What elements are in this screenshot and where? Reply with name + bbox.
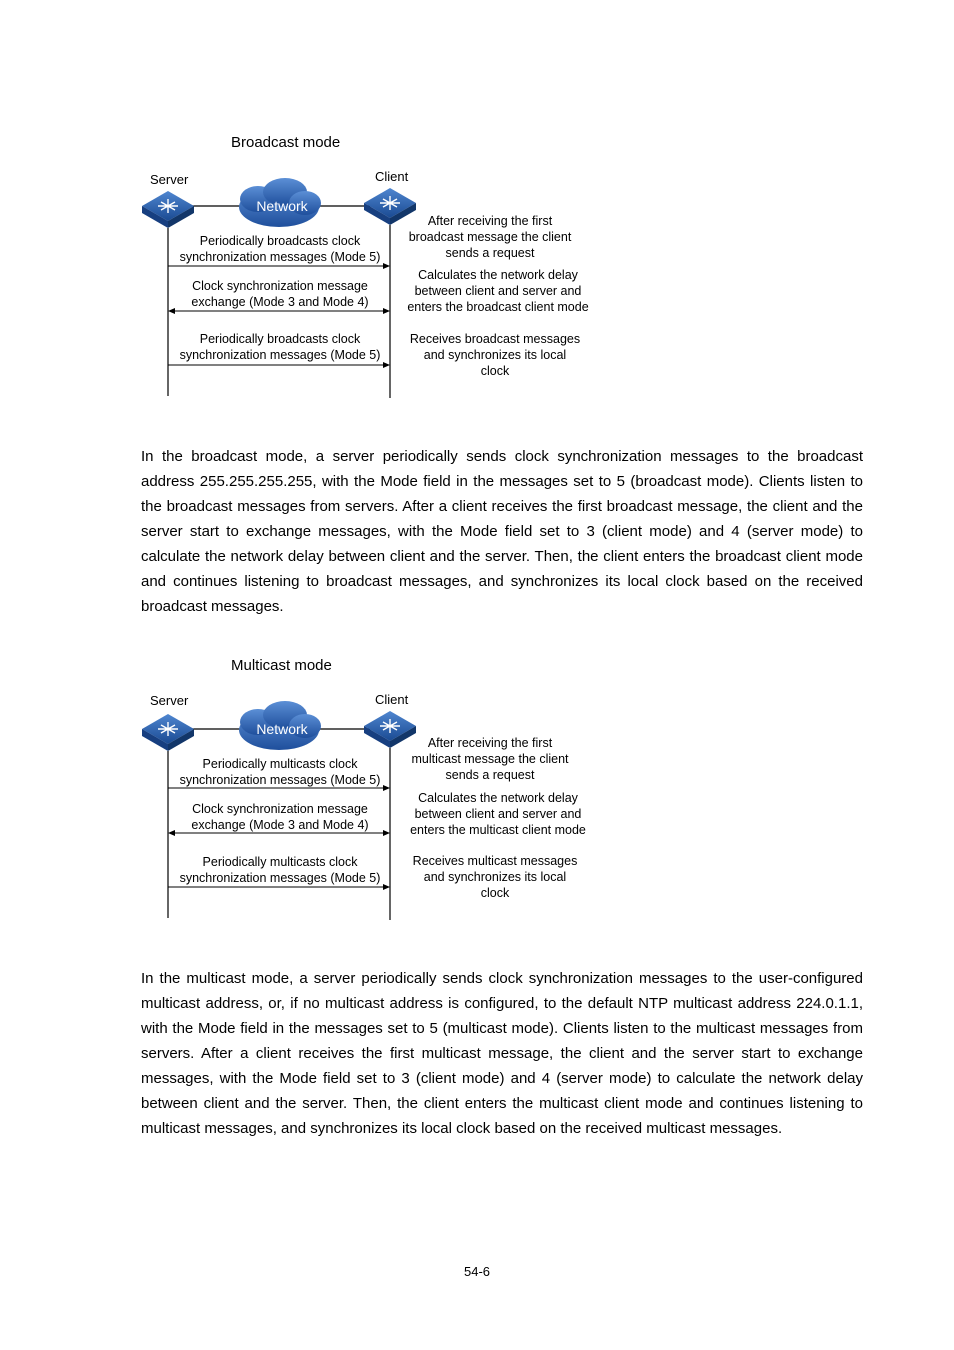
- note-line: After receiving the first: [427, 214, 553, 228]
- client-note-3: [395, 331, 595, 379]
- note-line: between client and server and: [414, 284, 582, 298]
- message-line: Clock synchronization message: [192, 802, 368, 816]
- note-line: between client and server and: [414, 807, 582, 821]
- client-note-1: [395, 213, 585, 261]
- note-line: After receiving the first: [427, 736, 553, 750]
- message-line: Periodically broadcasts clock: [199, 332, 361, 346]
- message-3: [170, 854, 390, 886]
- message-line: exchange (Mode 3 and Mode 4): [191, 295, 369, 309]
- client-note-1: [395, 735, 585, 783]
- message-line: Periodically multicasts clock: [202, 855, 358, 869]
- server-label: Server: [150, 693, 189, 708]
- note-line: enters the broadcast client mode: [407, 300, 589, 314]
- note-line: Receives broadcast messages: [409, 332, 581, 346]
- note-line: broadcast message the client: [408, 230, 572, 244]
- client-note-3: [395, 853, 595, 901]
- message-3: [170, 331, 390, 363]
- note-line: sends a request: [445, 768, 535, 782]
- note-line: Receives multicast messages: [412, 854, 578, 868]
- message-1: [170, 756, 390, 788]
- client-note-2: [395, 790, 601, 838]
- server-label: Server: [150, 172, 189, 187]
- paragraph-broadcast: In the broadcast mode, a server periodically sends clock synchronization messages to the broadcast address 255.255.255.255, with the Mode field in the messages set to 5 (broadcast mode). Clients listen to the broadcast messages from servers. After a client receives the first broadcast message, the client and the server start to exchange messages, with the Mode field set to 3 (client mode) and 4 (server mode) to calculate the network delay between client and the server. Then, the client enters the broadcast client mode and continues listening to broadcast messages, and synchronizes its local clock based on the received broadcast messages.: [141, 448, 863, 615]
- server-switch-icon: [142, 191, 194, 228]
- message-2: [170, 278, 390, 310]
- message-line: Periodically broadcasts clock: [199, 234, 361, 248]
- note-line: and synchronizes its local: [423, 870, 567, 884]
- network-label: Network: [256, 721, 308, 737]
- note-line: sends a request: [445, 246, 535, 260]
- server-switch-icon: [142, 714, 194, 751]
- figure-title: Broadcast mode: [231, 134, 341, 151]
- page-number: 54-6: [463, 1264, 491, 1279]
- note-line: enters the multicast client mode: [410, 823, 586, 837]
- client-note-2: [395, 267, 601, 315]
- client-label: Client: [375, 692, 409, 707]
- paragraph-multicast: In the multicast mode, a server periodically sends clock synchronization messages to the user-configured multicast address, or, if no multicast address is configured, to the default NTP multicast address 224.0.1.1, with the Mode field in the messages set to 5 (multicast mode). Clients listen to the multicast messages from servers. After a client receives the first multicast message, the client and the server start to exchange messages, with the Mode field set to 3 (client mode) and 4 (server mode) to calculate the network delay between client and the server. Then, the client enters the multicast client mode and continues listening to multicast messages, and synchronizes its local clock based on the received multicast messages.: [141, 970, 863, 1137]
- figure-title: Multicast mode: [231, 657, 332, 674]
- message-line: Periodically multicasts clock: [202, 757, 358, 771]
- message-1: [170, 233, 390, 265]
- network-label: Network: [256, 198, 308, 214]
- note-line: Calculates the network delay: [418, 791, 578, 805]
- message-line: exchange (Mode 3 and Mode 4): [191, 818, 369, 832]
- message-line: synchronization messages (Mode 5): [179, 871, 381, 885]
- message-line: Clock synchronization message: [192, 279, 368, 293]
- message-line: synchronization messages (Mode 5): [179, 250, 381, 264]
- message-line: synchronization messages (Mode 5): [179, 773, 381, 787]
- note-line: multicast message the client: [411, 752, 569, 766]
- client-label: Client: [375, 169, 409, 184]
- note-line: clock: [480, 886, 510, 900]
- message-2: [170, 801, 390, 833]
- message-line: synchronization messages (Mode 5): [179, 348, 381, 362]
- note-line: Calculates the network delay: [418, 268, 578, 282]
- note-line: and synchronizes its local: [423, 348, 567, 362]
- note-line: clock: [480, 364, 510, 378]
